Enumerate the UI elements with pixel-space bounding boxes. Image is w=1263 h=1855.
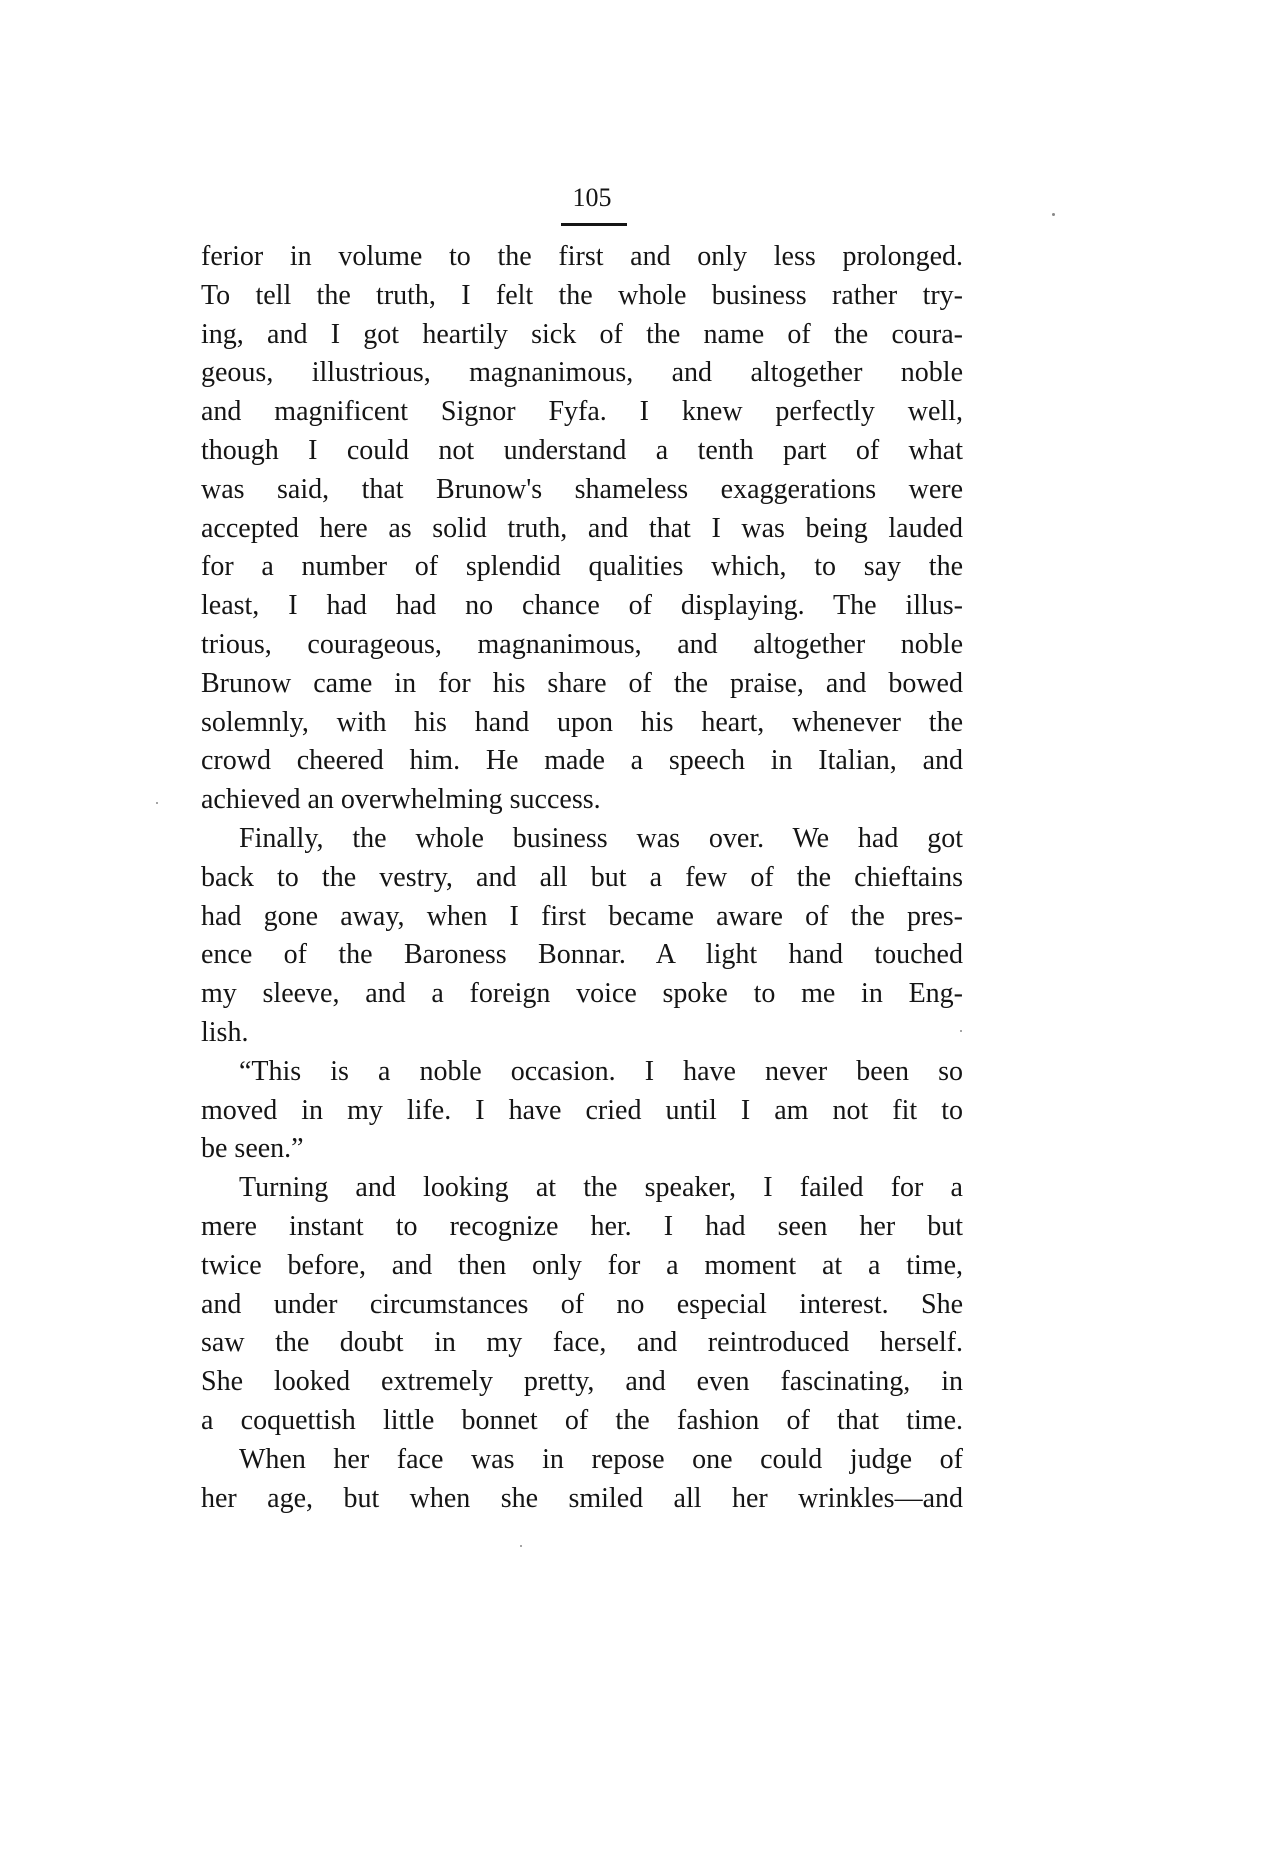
text-line: be seen.” (201, 1133, 304, 1165)
text-line: To tell the truth, I felt the whole business rather try- (201, 279, 963, 311)
text-line: trious, courageous, magnanimous, and altogether noble (201, 628, 963, 660)
text-line: moved in my life. I have cried until I am not fit to (201, 1094, 963, 1126)
text-line: Brunow came in for his share of the praise, and bowed (201, 667, 963, 699)
text-line: my sleeve, and a foreign voice spoke to me in Eng- (201, 978, 963, 1010)
body-text (201, 238, 963, 1518)
text-line: Finally, the whole business was over. We had got (239, 822, 963, 854)
text-line: least, I had had no chance of displaying. The illus- (201, 590, 963, 622)
scan-speck (960, 1030, 962, 1032)
text-line: ing, and I got heartily sick of the name of the coura- (201, 318, 963, 350)
text-line: a coquettish little bonnet of the fashion of that time. (201, 1404, 963, 1436)
text-line: achieved an overwhelming success. (201, 784, 601, 816)
text-line: She looked extremely pretty, and even fascinating, in (201, 1366, 963, 1398)
text-line: accepted here as solid truth, and that I was being lauded (201, 512, 963, 544)
text-line: crowd cheered him. He made a speech in Italian, and (201, 745, 963, 777)
text-line: had gone away, when I first became aware of the pres- (201, 900, 963, 932)
text-line: and magnificent Signor Fyfa. I knew perfectly well, (201, 396, 963, 428)
text-line: geous, illustrious, magnanimous, and altogether noble (201, 357, 963, 389)
text-line: ence of the Baroness Bonnar. A light hand touched (201, 939, 963, 971)
text-line: twice before, and then only for a moment at a time, (201, 1249, 963, 1281)
text-line: When her face was in repose one could judge of (239, 1443, 963, 1475)
text-line: saw the doubt in my face, and reintroduced herself. (201, 1327, 963, 1359)
text-line: back to the vestry, and all but a few of the chieftains (201, 861, 963, 893)
text-line: ferior in volume to the first and only less prolonged. (201, 241, 963, 272)
page-number-rule (561, 223, 627, 226)
text-line: was said, that Brunow's shameless exaggerations were (201, 473, 963, 505)
text-line: her age, but when she smiled all her wrinkles—and (201, 1482, 963, 1514)
page-number: 105 (572, 183, 612, 212)
scan-speck (156, 802, 158, 804)
scan-speck (520, 1545, 522, 1547)
text-line: and under circumstances of no especial interest. She (201, 1288, 963, 1320)
text-line: lish. (201, 1016, 249, 1048)
text-line: though I could not understand a tenth part of what (201, 434, 963, 466)
text-line: Turning and looking at the speaker, I failed for a (239, 1172, 963, 1204)
text-line: “This is a noble occasion. I have never been so (239, 1055, 963, 1087)
text-line: solemnly, with his hand upon his heart, whenever the (201, 706, 963, 738)
scan-speck (1052, 213, 1055, 216)
text-line: mere instant to recognize her. I had seen her but (201, 1210, 963, 1242)
text-line: for a number of splendid qualities which, to say the (201, 551, 963, 583)
